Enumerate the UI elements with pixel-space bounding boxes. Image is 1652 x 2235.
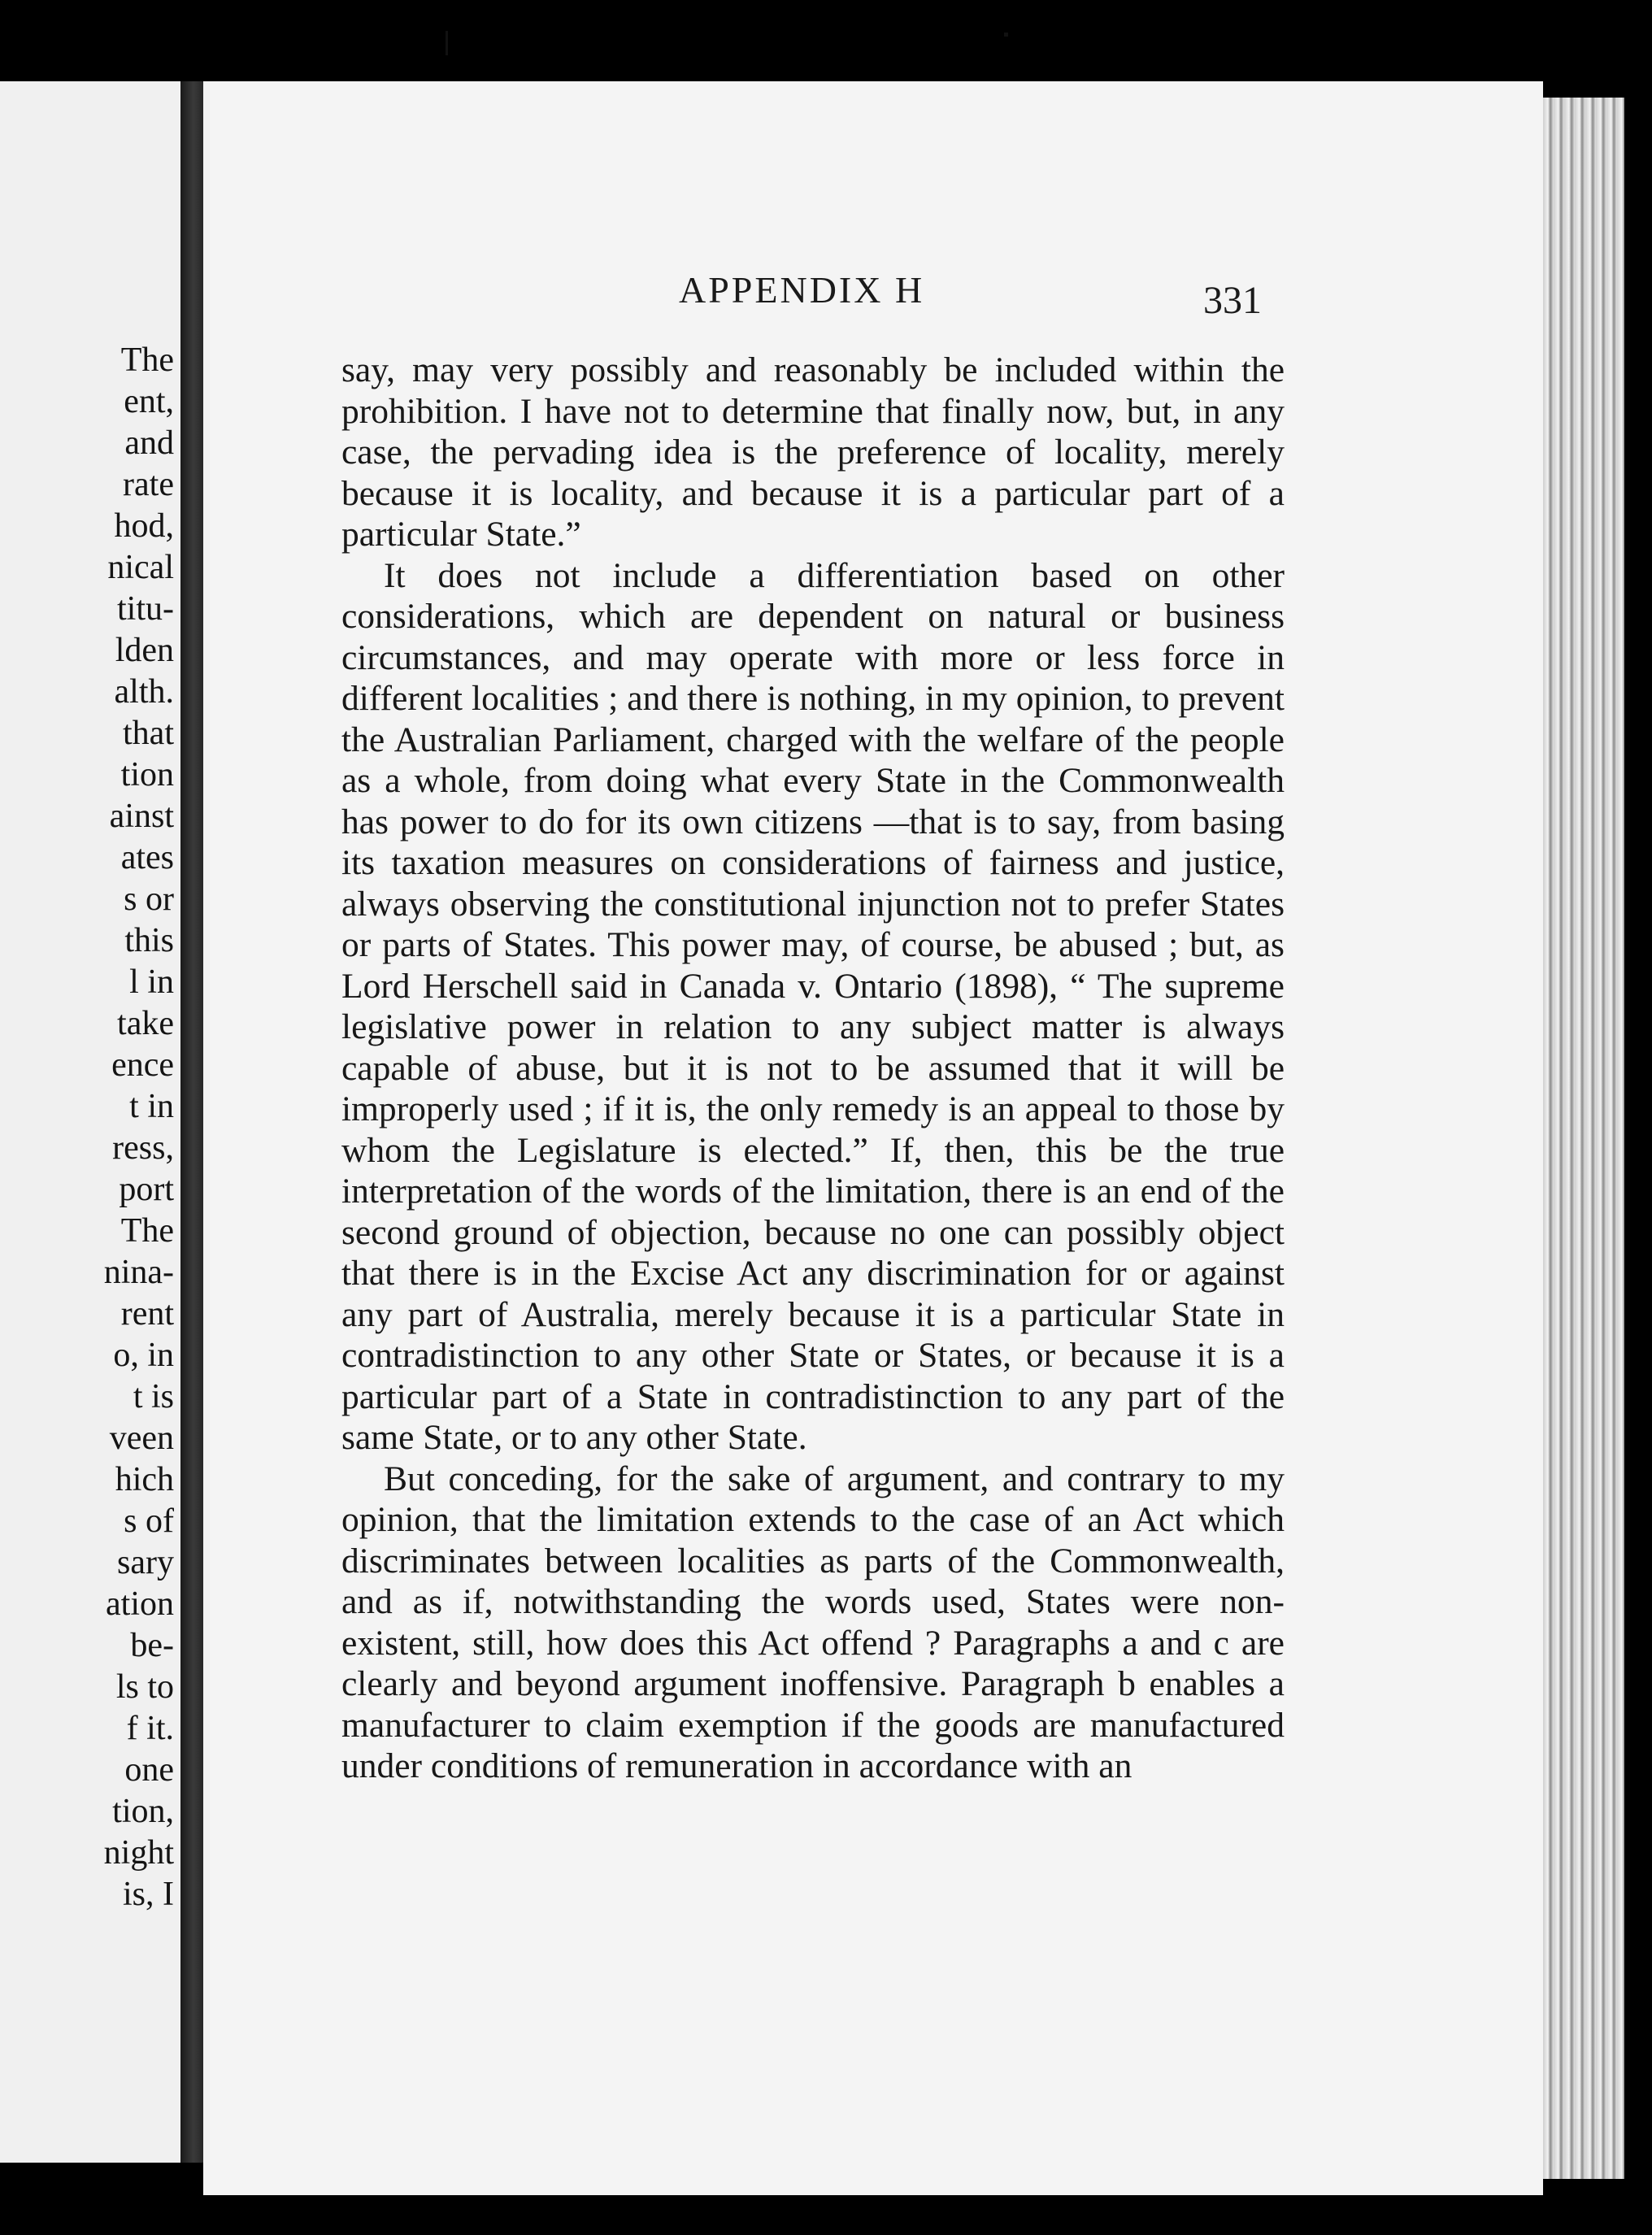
left-page-text: ent, <box>124 383 174 420</box>
paragraph: It does not include a differentiation based on other considerations, which are dependent on natural or business circumstances, and may operate with more or less force in different localities ; and there is nothing, in my opinion, to prevent the Australian Parliament, charged with the welfare of the people as a whole, from doing what every State in the Commonwealth has power to do for its own citizens —that is to say, from basing its taxation measures on considerations of fairness and justice, always observing the constitutional injunction not to prefer States or parts of States. This power may, of course, be abused ; but, as Lord Herschell said in Canada v. Ontario (1898), “ The supreme legislative power in relation to any subject matter is always capable of abuse, but it is not to be assumed that it will be improperly used ; if it is, the only remedy is an appeal to those by whom the Legislature is elected.” If, then, this be the true interpretation of the words of the limitation, there is an end of the second ground of objection, because no one can possibly object that there is in the Excise Act any discrimination for or against any part of Australia, merely because it is a particular State in contradistinction to any other State or States, or because it is a particular part of a State in contradistinction to any part of the same State, or to any other State. <box>341 555 1285 1457</box>
page-header <box>203 268 1543 322</box>
left-page-text: ls to <box>115 1668 174 1706</box>
left-page-text: t is <box>133 1378 174 1415</box>
left-page-text: that <box>123 715 174 752</box>
left-page-text: port <box>119 1171 174 1208</box>
left-page-text: alth. <box>114 673 174 711</box>
left-page-text: nical <box>107 549 174 586</box>
left-page-text: tion <box>120 756 174 794</box>
left-page-text: sary <box>117 1544 174 1581</box>
left-page-text: l in <box>129 963 174 1001</box>
left-page-text: titu- <box>117 590 174 628</box>
left-page-text: and <box>124 424 174 462</box>
left-page-text: veen <box>109 1420 174 1457</box>
left-page-text: ence <box>111 1046 174 1084</box>
scan-speck <box>446 31 448 55</box>
left-page-text: hich <box>115 1461 174 1498</box>
left-page-text: one <box>124 1751 174 1789</box>
left-page-text: hod, <box>114 507 174 545</box>
left-page-text: s or <box>124 881 174 918</box>
paragraph: But conceding, for the sake of argument, and contrary to my opinion, that the limitation extends to the case of an Act which discriminates between localities as parts of the Commonwealth, and as if, notwithstanding the words used, States were non-existent, still, how does this Act offend ? Paragraphs a and c are clearly and beyond argument inoffensive. Paragraph b enables a manufacturer to claim exemption if the goods are manufactured under conditions of remuneration in accordance with an <box>341 1459 1285 1785</box>
left-page-text: ainst <box>109 798 174 835</box>
left-page-text: take <box>117 1005 174 1042</box>
left-page-text: nina- <box>103 1254 174 1291</box>
right-page <box>203 81 1543 2195</box>
page-number: 331 <box>1203 279 1262 322</box>
left-page-text: s of <box>124 1502 174 1540</box>
paragraph: say, may very possibly and reasonably be included within the prohibition. I have not to determine that finally now, but, in any case, the pervading idea is the preference of locality, merely because it is locality, and because it is a particular part of a particular State.” <box>341 350 1285 554</box>
body-text <box>341 350 1285 1787</box>
left-page-fragment <box>0 81 180 2163</box>
left-page-text: ation <box>106 1585 174 1623</box>
left-page-text: night <box>103 1834 174 1872</box>
left-page-text: rate <box>123 466 174 503</box>
left-page-text: lden <box>115 632 174 669</box>
left-page-text: this <box>124 922 174 959</box>
page-edges <box>1543 98 1624 2179</box>
left-page-text: t in <box>129 1088 174 1125</box>
left-page-text: is, I <box>123 1876 174 1913</box>
left-page-text: ates <box>120 839 174 876</box>
left-page-text: tion, <box>112 1793 174 1830</box>
left-page-text: o, in <box>113 1337 174 1374</box>
left-page-text: The <box>120 341 174 379</box>
left-page-text: rent <box>120 1295 174 1333</box>
left-page-text: ress, <box>112 1129 174 1167</box>
running-head: APPENDIX H <box>679 269 925 311</box>
scan-speck <box>1004 33 1008 37</box>
left-page-text: be- <box>130 1627 174 1664</box>
left-page-text: The <box>120 1212 174 1250</box>
left-page-text: f it. <box>126 1710 174 1747</box>
